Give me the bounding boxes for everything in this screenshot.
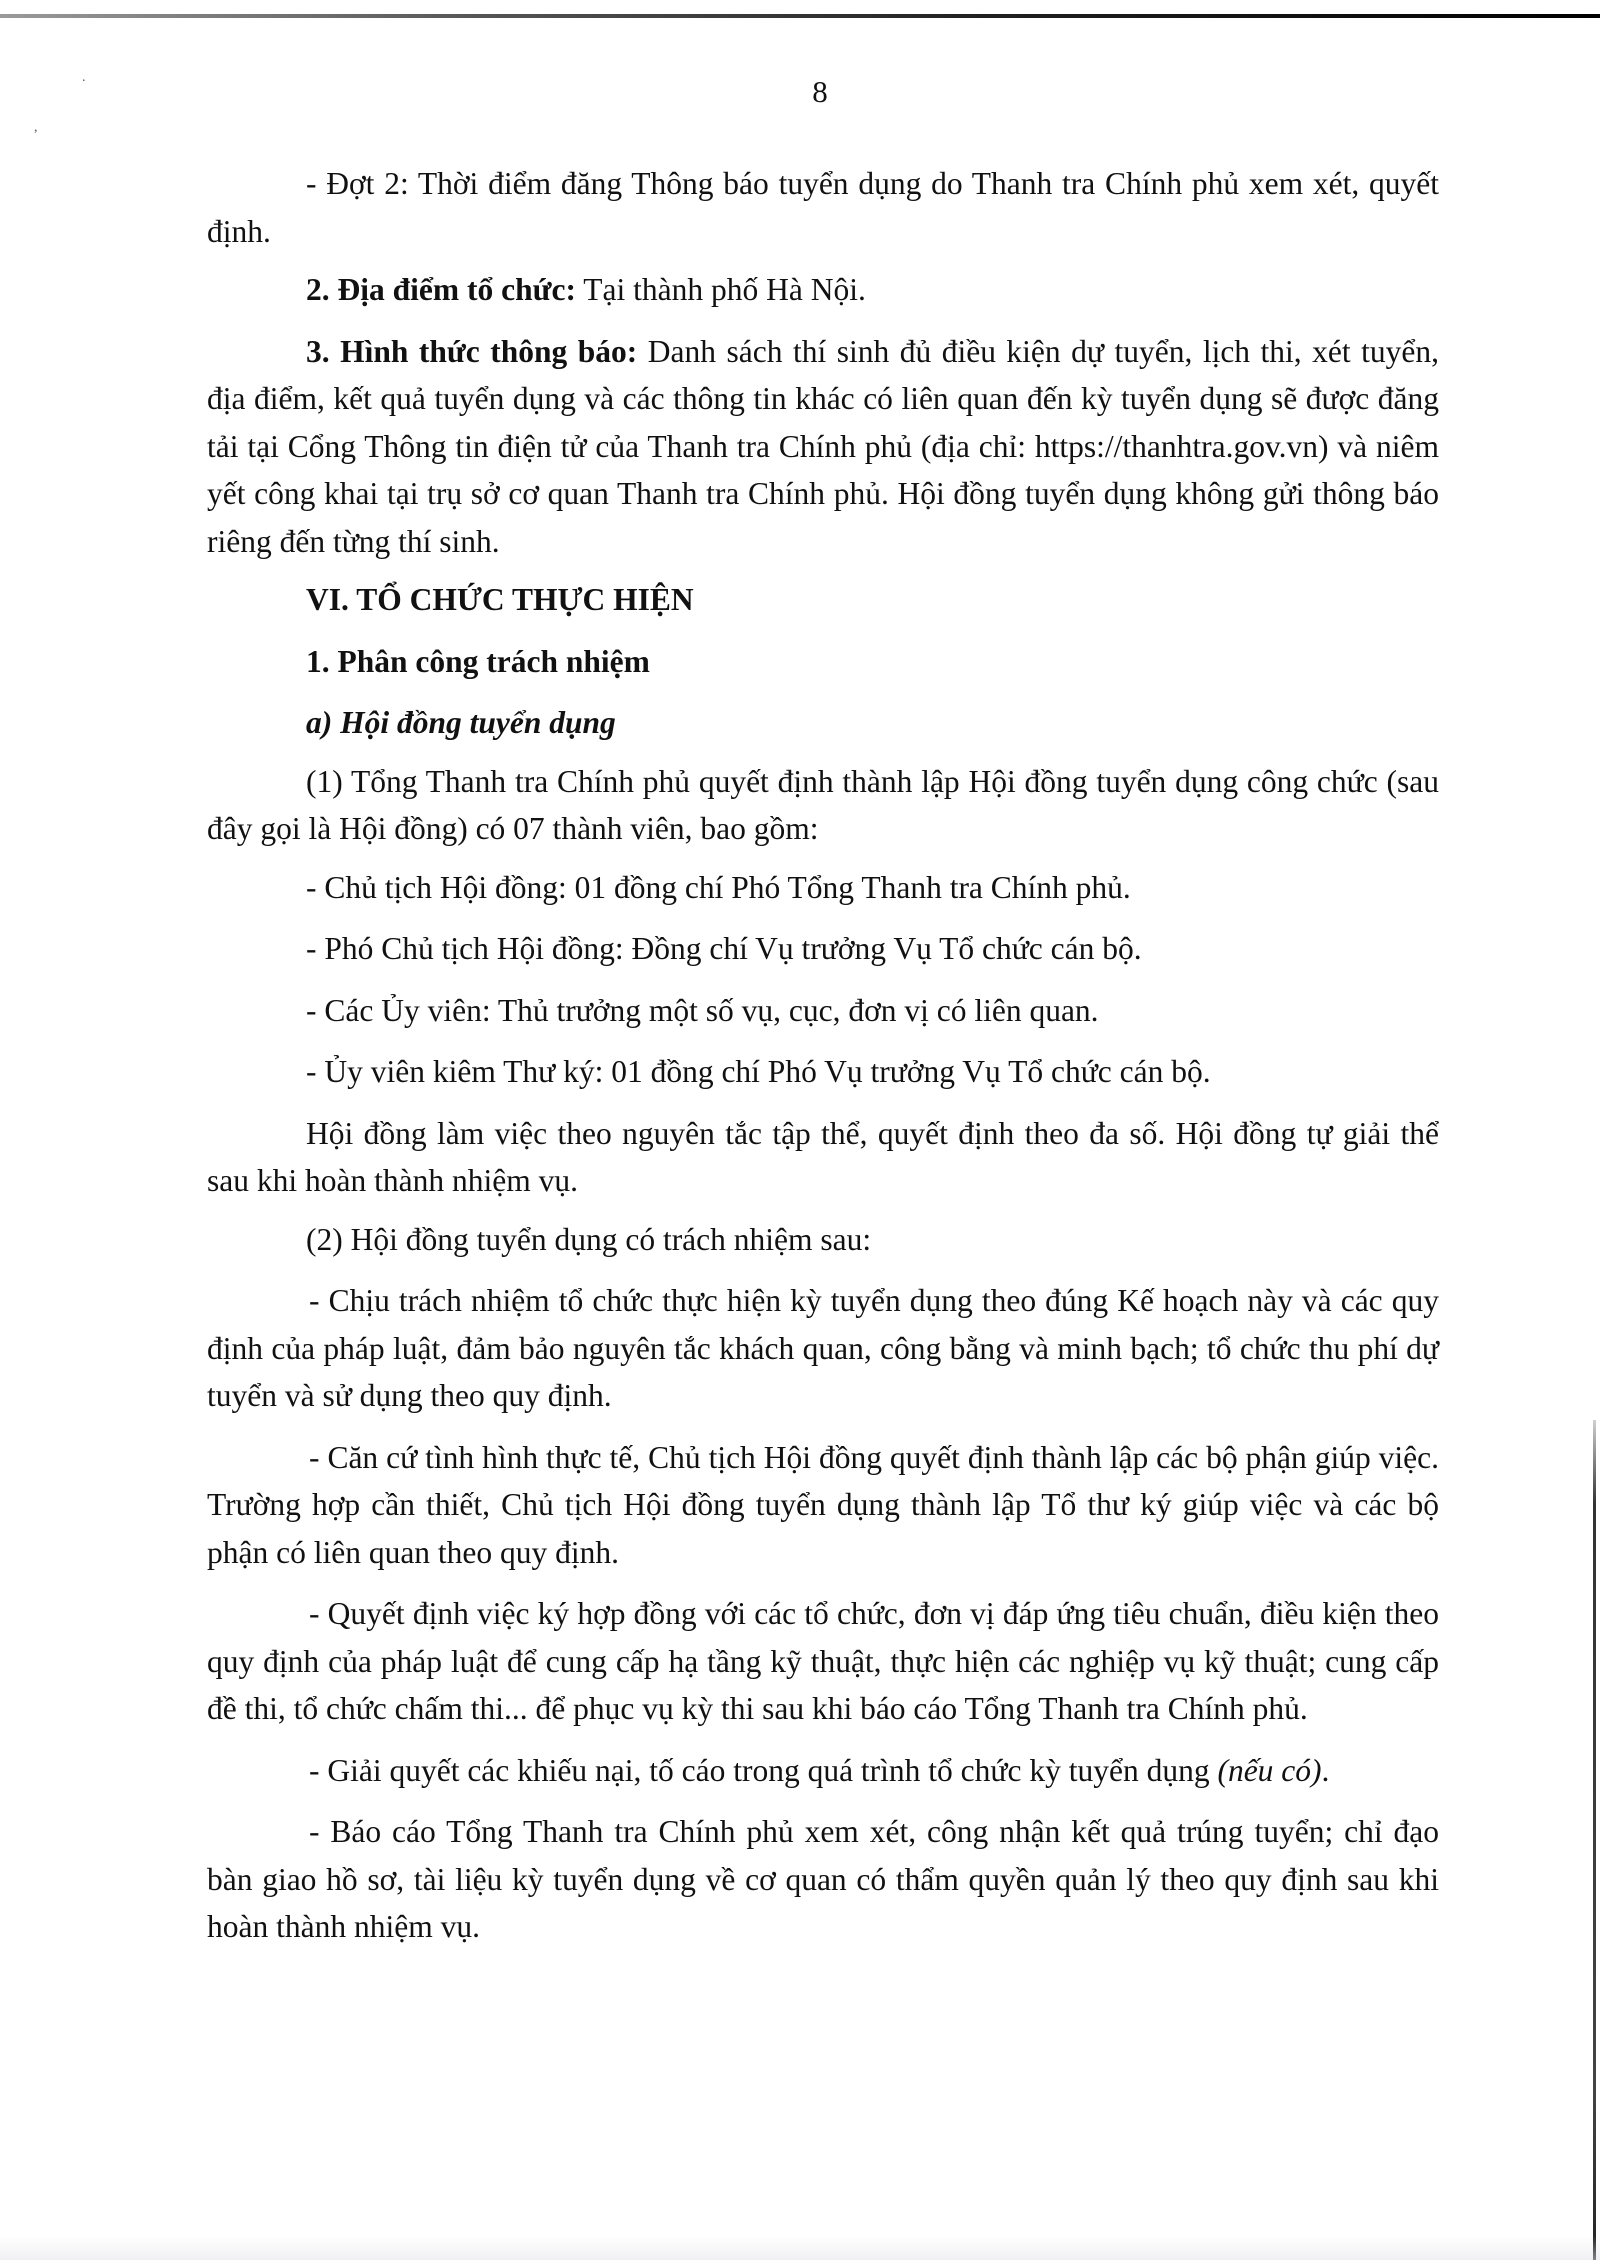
paragraph-principle: Hội đồng làm việc theo nguyên tắc tập thể, quyết định theo đa số. Hội đồng tự giải thể sau khi hoàn thành nhiệm vụ. xyxy=(207,1115,1439,1198)
duty-complaints-end: . xyxy=(1321,1752,1330,1788)
location-text: Tại thành phố Hà Nội. xyxy=(575,272,866,307)
member-secretary: - Ủy viên kiêm Thư ký: 01 đồng chí Phó Vụ trưởng Vụ Tổ chức cán bộ. xyxy=(306,1054,1211,1089)
paragraph-dot-2: - Đợt 2: Thời điểm đăng Thông báo tuyển dụng do Thanh tra Chính phủ xem xét, quyết định. xyxy=(207,166,1439,249)
page-right-border xyxy=(1593,1420,1596,2260)
subsection-heading-a: a) Hội đồng tuyển dụng xyxy=(306,705,616,740)
notice-form-label: 3. Hình thức thông báo: xyxy=(306,333,638,369)
notice-form-text: Danh sách thí sinh đủ điều kiện dự tuyển, lịch thi, xét tuyển, địa điểm, kết quả tuyển dụng và các thông tin khác có liên quan đến kỳ tuyển dụng sẽ được đăng tải tại Cổng Thông tin điện tử của Thanh tra Chính phủ (địa chỉ: https://thanhtra.gov.vn) và niêm yết công khai tại trụ sở cơ quan Thanh tra Chính phủ. Hội đồng tuyển dụng không gửi thông báo riêng đến từng thí sinh. xyxy=(207,333,1439,559)
paragraph-item-1: (1) Tổng Thanh tra Chính phủ quyết định thành lập Hội đồng tuyển dụng công chức (sau đây gọi là Hội đồng) có 07 thành viên, bao gồm: xyxy=(207,763,1439,846)
page-top-border xyxy=(0,14,1600,18)
section-heading-vi: VI. TỔ CHỨC THỰC HIỆN xyxy=(306,582,694,617)
document-body xyxy=(207,160,1439,1965)
paragraph-item-2: (2) Hội đồng tuyển dụng có trách nhiệm sau: xyxy=(306,1221,872,1257)
duty-report: - Báo cáo Tổng Thanh tra Chính phủ xem xét, công nhận kết quả trúng tuyển; chỉ đạo bàn giao hồ sơ, tài liệu kỳ tuyển dụng về cơ quan có thẩm quyền quản lý theo quy định sau khi hoàn thành nhiệm vụ. xyxy=(207,1814,1439,1944)
page-number: 8 xyxy=(812,74,828,109)
duty-organize: - Chịu trách nhiệm tổ chức thực hiện kỳ tuyển dụng theo đúng Kế hoạch này và các quy định của pháp luật, đảm bảo nguyên tắc khách quan, công bằng và minh bạch; tổ chức thu phí dự tuyển và sử dụng theo quy định. xyxy=(207,1283,1439,1413)
paragraph-notice-form xyxy=(207,328,1439,566)
member-chairman: - Chủ tịch Hội đồng: 01 đồng chí Phó Tổng Thanh tra Chính phủ. xyxy=(306,869,1131,905)
location-label: 2. Địa điểm tổ chức: xyxy=(306,272,576,307)
duty-contracts: - Quyết định việc ký hợp đồng với các tổ chức, đơn vị đáp ứng tiêu chuẩn, điều kiện theo quy định của pháp luật để cung cấp hạ tầng kỹ thuật, thực hiện các nghiệp vụ kỹ thuật; cung cấp đề thi, tổ chức chấm thi... để phục vụ kỳ thi sau khi báo cáo Tổng Thanh tra Chính phủ. xyxy=(207,1596,1439,1726)
duty-support-units: - Căn cứ tình hình thực tế, Chủ tịch Hội đồng quyết định thành lập các bộ phận giúp việc. Trường hợp cần thiết, Chủ tịch Hội đồng tuyển dụng thành lập Tổ thư ký giúp việc và các bộ phận có liên quan theo quy định. xyxy=(207,1439,1439,1570)
scan-artifact: , xyxy=(34,120,38,135)
member-vice-chairman: - Phó Chủ tịch Hội đồng: Đồng chí Vụ trưởng Vụ Tổ chức cán bộ. xyxy=(306,931,1142,966)
duty-complaints-note: (nếu có) xyxy=(1217,1752,1322,1788)
member-commissioners: - Các Ủy viên: Thủ trưởng một số vụ, cục, đơn vị có liên quan. xyxy=(306,992,1099,1028)
subsection-heading-1: 1. Phân công trách nhiệm xyxy=(306,643,650,679)
duty-complaints-text: - Giải quyết các khiếu nại, tố cáo trong quá trình tổ chức kỳ tuyển dụng xyxy=(309,1752,1218,1788)
scan-bottom-shadow xyxy=(0,2236,1600,2260)
paragraph-location xyxy=(207,266,1439,314)
scan-artifact: . xyxy=(82,70,86,85)
duty-complaints xyxy=(207,1747,1439,1795)
